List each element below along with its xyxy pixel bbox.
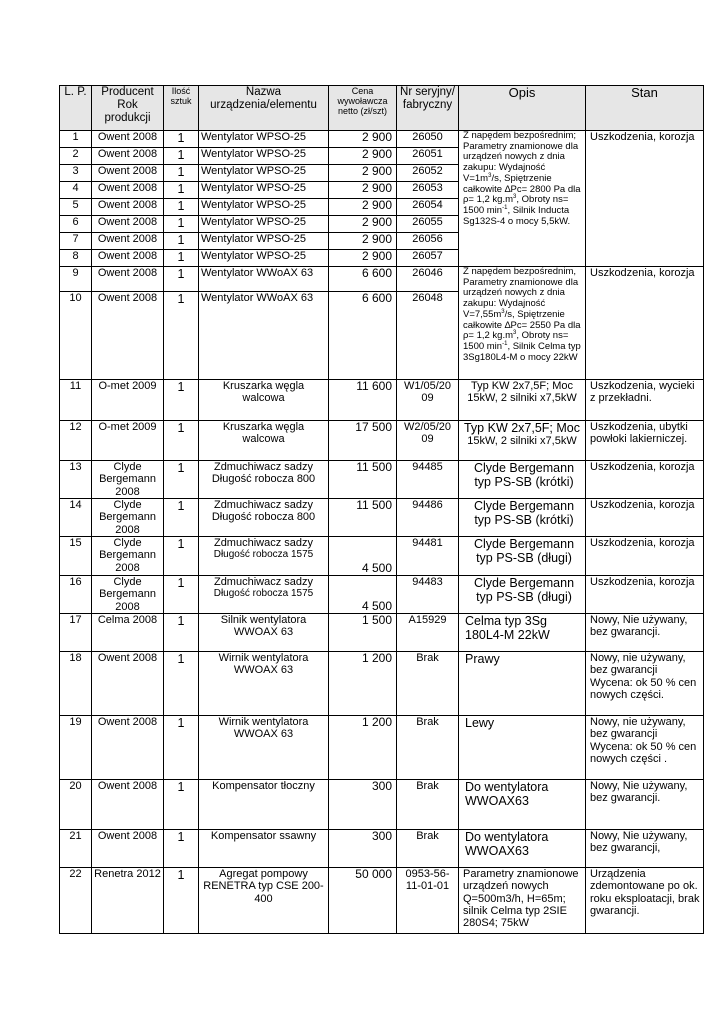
table-row	[60, 267, 704, 292]
table-row	[60, 380, 704, 421]
row-nr: 26050	[397, 131, 459, 148]
row-opis: Prawy	[459, 652, 586, 716]
row-cena: 2 900	[329, 216, 397, 233]
row-producent: Owent 2008	[92, 267, 164, 292]
row-producent: O-met 2009	[92, 421, 164, 461]
row-opis: Do wentylatora WWOAX63	[459, 830, 586, 868]
row-ilosc: 1	[164, 421, 199, 461]
row-lp: 22	[60, 868, 92, 934]
row-producent: Owent 2008	[92, 716, 164, 780]
row-ilosc: 1	[164, 576, 199, 614]
row-nazwa-line: Zdmuchiwacz sadzy	[213, 576, 314, 588]
table-row	[60, 461, 704, 499]
row-producent: Clyde Bergemann 2008	[92, 499, 164, 537]
opis-text: Z napędem bezpośrednim; Parametry znamionowe dla urządzeń nowych z dnia zakupu: Wydajność V=1m	[463, 130, 579, 184]
row-nazwa: Zdmuchiwacz sadzy Długość robocza 800	[199, 499, 329, 537]
row-lp: 4	[60, 182, 92, 199]
row-nazwa: Zdmuchiwacz sadzy Długość robocza 800	[199, 461, 329, 499]
row-nr: 94483	[397, 576, 459, 614]
row-nr: 94485	[397, 461, 459, 499]
header-producent: Producent Rok produkcji	[92, 86, 164, 131]
table-row	[60, 652, 704, 716]
opis-sup: 3	[488, 172, 492, 179]
row-ilosc: 1	[164, 216, 199, 233]
table-row	[60, 576, 704, 614]
opis-sup: -1	[502, 205, 508, 212]
row-nr: 26055	[397, 216, 459, 233]
row-ilosc: 1	[164, 165, 199, 182]
row-cena: 2 900	[329, 250, 397, 267]
row-stan: Uszkodzenia, korozja	[586, 461, 704, 499]
row-nazwa-line: Długość robocza 1575	[213, 588, 314, 600]
row-cena: 2 900	[329, 165, 397, 182]
row-ilosc: 1	[164, 233, 199, 250]
row-stan: Uszkodzenia, wycieki z przekładni.	[586, 380, 704, 421]
row-nr: 26057	[397, 250, 459, 267]
row-lp: 21	[60, 830, 92, 868]
opis-text: /s, Spiętrzenie całkowite ∆Pc= 2800 Pa dla ρ= 1,2 kg.m	[463, 172, 581, 206]
row-ilosc: 1	[164, 461, 199, 499]
row-lp: 20	[60, 780, 92, 830]
row-ilosc: 1	[164, 780, 199, 830]
row-nr: Brak	[397, 716, 459, 780]
row-nazwa: Wentylator WPSO-25	[199, 250, 329, 267]
row-stan: Uszkodzenia, korozja	[586, 576, 704, 614]
row-producent: O-met 2009	[92, 380, 164, 421]
row-producent: Renetra 2012	[92, 868, 164, 934]
row-opis: Clyde Bergemann typ PS-SB (krótki)	[459, 499, 586, 537]
table-row	[60, 716, 704, 780]
row-lp: 6	[60, 216, 92, 233]
row-ilosc: 1	[164, 868, 199, 934]
wwoax-group-opis	[459, 267, 586, 380]
row-opis: Typ KW 2x7,5F; Moc 15kW, 2 silniki x7,5kW	[459, 380, 586, 421]
row-nazwa: Kompensator tłoczny	[199, 780, 329, 830]
row-nazwa: Wentylator WPSO-25	[199, 131, 329, 148]
row-stan: Nowy, nie używany, bez gwarancji Wycena: ok 50 % cen nowych części.	[586, 652, 704, 716]
row-ilosc: 1	[164, 131, 199, 148]
opis-text: , Silnik Celma typ 3Sg180L4-M o mocy 22kW	[463, 341, 581, 363]
row-opis	[459, 421, 586, 461]
row-cena: 2 900	[329, 182, 397, 199]
row-nr: 94486	[397, 499, 459, 537]
header-lp: L. P.	[60, 86, 92, 131]
row-opis-line: 15kW, 2 silniki x7,5kW	[467, 435, 577, 447]
row-nr: Brak	[397, 830, 459, 868]
row-opis: Lewy	[459, 716, 586, 780]
row-cena: 2 900	[329, 131, 397, 148]
row-producent: Celma 2008	[92, 614, 164, 652]
table-row	[60, 868, 704, 934]
row-producent: Clyde Bergemann 2008	[92, 461, 164, 499]
row-nr: 26046	[397, 267, 459, 292]
row-lp: 12	[60, 421, 92, 461]
row-nazwa: Kruszarka węgla walcowa	[199, 380, 329, 421]
row-lp: 7	[60, 233, 92, 250]
row-nr: W2/05/20 09	[397, 421, 459, 461]
row-nazwa: Wentylator WPSO-25	[199, 199, 329, 216]
row-lp: 14	[60, 499, 92, 537]
row-lp: 10	[60, 292, 92, 380]
row-cena: 300	[329, 830, 397, 868]
row-producent: Clyde Bergemann 2008	[92, 576, 164, 614]
row-lp: 11	[60, 380, 92, 421]
table-row	[60, 537, 704, 576]
row-cena: 4 500	[329, 576, 397, 614]
row-producent: Owent 2008	[92, 148, 164, 165]
row-opis: Parametry znamionowe urządzeń nowych Q=500m3/h, H=65m; silnik Celma typ 2SIE 280S4; 75kW	[459, 868, 586, 934]
row-ilosc: 1	[164, 652, 199, 716]
row-cena: 6 600	[329, 292, 397, 380]
equipment-table	[59, 85, 704, 934]
row-producent: Clyde Bergemann 2008	[92, 537, 164, 576]
row-cena: 1 200	[329, 716, 397, 780]
row-opis: Clyde Bergemann typ PS-SB (krótki)	[459, 461, 586, 499]
row-cena: 11 600	[329, 380, 397, 421]
row-stan: Nowy, nie używany, bez gwarancji Wycena: ok 50 % cen nowych części .	[586, 716, 704, 780]
row-opis-line: Typ KW 2x7,5F; Moc	[463, 421, 580, 435]
wwoax-group-stan: Uszkodzenia, korozja	[586, 267, 704, 380]
row-stan: Urządzenia zdemontowane po ok. roku eksploatacji, brak gwarancji.	[586, 868, 704, 934]
row-lp: 3	[60, 165, 92, 182]
header-row	[60, 86, 704, 131]
row-nr: W1/05/20 09	[397, 380, 459, 421]
table-row	[60, 499, 704, 537]
row-lp: 13	[60, 461, 92, 499]
row-stan: Uszkodzenia, ubytki powłoki lakierniczej.	[586, 421, 704, 461]
opis-sup: 3	[513, 330, 517, 337]
row-producent: Owent 2008	[92, 652, 164, 716]
opis-text: Z napędem bezpośrednim, Parametry znamionowe dla urządzeń nowych z dnia zakupu: Wydajność V=7,55m	[463, 266, 579, 320]
row-nr: 26051	[397, 148, 459, 165]
row-ilosc: 1	[164, 830, 199, 868]
row-nr: 26052	[397, 165, 459, 182]
row-nazwa: Wentylator WWoAX 63	[199, 267, 329, 292]
header-nazwa: Nazwa urządzenia/elementu	[199, 86, 329, 131]
row-nr: 94481	[397, 537, 459, 576]
row-ilosc: 1	[164, 537, 199, 576]
row-nazwa: Wirnik wentylatora WWOAX 63	[199, 716, 329, 780]
row-opis: Do wentylatora WWOAX63	[459, 780, 586, 830]
opis-text: , Obroty ns= 1500 min	[463, 194, 569, 217]
row-ilosc: 1	[164, 292, 199, 380]
table-row	[60, 421, 704, 461]
row-producent: Owent 2008	[92, 131, 164, 148]
row-ilosc: 1	[164, 614, 199, 652]
row-producent: Owent 2008	[92, 250, 164, 267]
row-cena: 1 500	[329, 614, 397, 652]
row-nazwa: Agregat pompowy RENETRA typ CSE 200-400	[199, 868, 329, 934]
table-row	[60, 131, 704, 148]
table-row	[60, 614, 704, 652]
row-cena: 4 500	[329, 537, 397, 576]
row-lp: 15	[60, 537, 92, 576]
row-nr: 0953-56-11-01-01	[397, 868, 459, 934]
row-nazwa-line: Długość robocza 1575	[213, 549, 314, 561]
row-nazwa: Wentylator WPSO-25	[199, 216, 329, 233]
row-producent: Owent 2008	[92, 165, 164, 182]
row-nazwa-line: Zdmuchiwacz sadzy	[213, 537, 314, 549]
row-lp: 1	[60, 131, 92, 148]
row-producent: Owent 2008	[92, 216, 164, 233]
row-ilosc: 1	[164, 499, 199, 537]
row-stan: Nowy, Nie używany, bez gwarancji.	[586, 780, 704, 830]
opis-sup: 3	[501, 308, 505, 315]
row-producent: Owent 2008	[92, 233, 164, 250]
row-stan: Nowy, Nie używany, bez gwarancji.	[586, 614, 704, 652]
row-cena: 2 900	[329, 233, 397, 250]
row-lp: 16	[60, 576, 92, 614]
fan-group-opis	[459, 131, 586, 267]
row-producent: Owent 2008	[92, 830, 164, 868]
row-opis: Clyde Bergemann typ PS-SB (długi)	[459, 537, 586, 576]
row-lp: 19	[60, 716, 92, 780]
row-nazwa: Wentylator WPSO-25	[199, 182, 329, 199]
row-nr: 26048	[397, 292, 459, 380]
row-producent: Owent 2008	[92, 199, 164, 216]
row-ilosc: 1	[164, 250, 199, 267]
row-opis: Celma typ 3Sg 180L4-M 22kW	[459, 614, 586, 652]
opis-text: , Obroty ns= 1500 min	[463, 330, 569, 353]
row-nr: Brak	[397, 652, 459, 716]
row-producent: Owent 2008	[92, 182, 164, 199]
row-ilosc: 1	[164, 148, 199, 165]
row-cena: 300	[329, 780, 397, 830]
row-cena: 6 600	[329, 267, 397, 292]
row-ilosc: 1	[164, 380, 199, 421]
row-nazwa: Wirnik wentylatora WWOAX 63	[199, 652, 329, 716]
header-opis: Opis	[459, 86, 586, 131]
row-cena: 11 500	[329, 461, 397, 499]
row-cena: 1 200	[329, 652, 397, 716]
row-lp: 8	[60, 250, 92, 267]
row-cena: 2 900	[329, 148, 397, 165]
header-cena: Cena wywoławcza netto (zł/szt)	[329, 86, 397, 131]
header-nr: Nr seryjny/ fabryczny	[397, 86, 459, 131]
row-cena: 50 000	[329, 868, 397, 934]
table-row	[60, 780, 704, 830]
row-cena: 17 500	[329, 421, 397, 461]
row-lp: 2	[60, 148, 92, 165]
opis-sup: -1	[502, 341, 508, 348]
header-ilosc: Ilość sztuk	[164, 86, 199, 131]
table-row	[60, 830, 704, 868]
row-stan: Uszkodzenia, korozja	[586, 499, 704, 537]
row-nazwa	[199, 576, 329, 614]
row-stan: Nowy, Nie używany, bez gwarancji,	[586, 830, 704, 868]
row-nr: Brak	[397, 780, 459, 830]
opis-text: , Silnik Inducta Sg132S-4 o mocy 5,5kW.	[463, 205, 571, 227]
row-nazwa: Wentylator WPSO-25	[199, 148, 329, 165]
row-cena: 2 900	[329, 199, 397, 216]
row-nazwa: Silnik wentylatora WWOAX 63	[199, 614, 329, 652]
row-nazwa	[199, 537, 329, 576]
row-nazwa: Wentylator WPSO-25	[199, 233, 329, 250]
row-nazwa: Kompensator ssawny	[199, 830, 329, 868]
opis-text: /s, Spiętrzenie całkowite ∆Pc= 2550 Pa dla ρ= 1,2 kg.m	[463, 308, 581, 342]
row-nr: 26054	[397, 199, 459, 216]
row-nr: 26056	[397, 233, 459, 250]
header-stan: Stan	[586, 86, 704, 131]
row-ilosc: 1	[164, 199, 199, 216]
row-producent: Owent 2008	[92, 292, 164, 380]
row-lp: 5	[60, 199, 92, 216]
row-lp: 9	[60, 267, 92, 292]
fan-group-stan: Uszkodzenia, korozja	[586, 131, 704, 267]
row-nazwa: Wentylator WWoAX 63	[199, 292, 329, 380]
row-producent: Owent 2008	[92, 780, 164, 830]
row-opis: Clyde Bergemann typ PS-SB (długi)	[459, 576, 586, 614]
row-lp: 17	[60, 614, 92, 652]
row-nr: 26053	[397, 182, 459, 199]
row-ilosc: 1	[164, 182, 199, 199]
row-nazwa: Wentylator WPSO-25	[199, 165, 329, 182]
row-ilosc: 1	[164, 267, 199, 292]
row-cena: 11 500	[329, 499, 397, 537]
row-stan: Uszkodzenia, korozja	[586, 537, 704, 576]
opis-sup: 3	[513, 194, 517, 201]
row-nr: A15929	[397, 614, 459, 652]
row-lp: 18	[60, 652, 92, 716]
row-nazwa: Kruszarka węgla walcowa	[199, 421, 329, 461]
row-ilosc: 1	[164, 716, 199, 780]
